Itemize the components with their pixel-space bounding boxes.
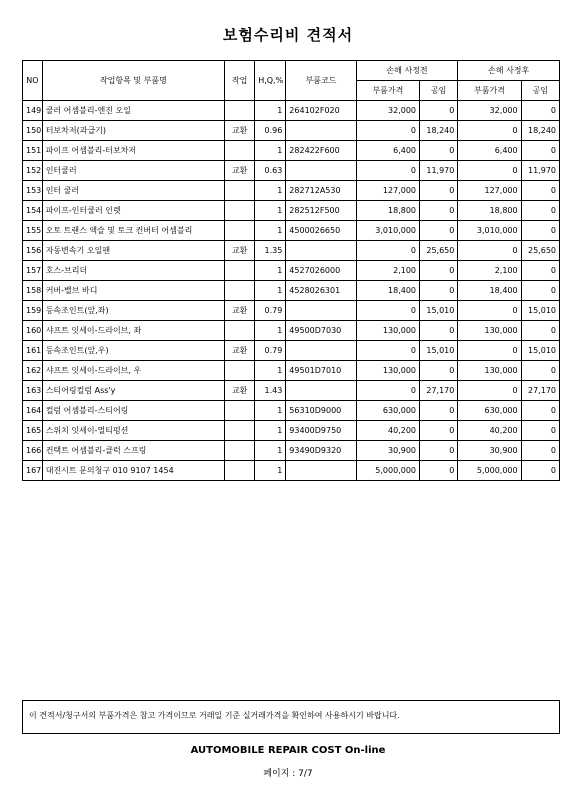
cell-work [225,181,255,201]
row-number: 159 [26,306,42,315]
table-row [23,201,560,221]
cell-before-price: 40,200 [356,421,419,441]
row-number: 152 [26,166,42,175]
cell-after-labor: 0 [521,461,559,481]
cell-hq: 1 [255,201,286,221]
row-number: 165 [26,426,42,435]
header-hq: H,Q,% [255,61,286,101]
cell-code [286,241,356,261]
cell-before-price: 5,000,000 [356,461,419,481]
cell-hq: 1.35 [255,241,286,261]
cell-no [23,421,43,441]
cell-no [23,281,43,301]
cell-no [23,441,43,461]
cell-after-price: 0 [458,161,521,181]
table-row [23,401,560,421]
cell-before-labor: 0 [420,101,458,121]
cell-hq: 1 [255,461,286,481]
cell-code: 264102F020 [286,101,356,121]
row-number: 151 [26,146,42,155]
cell-no [23,401,43,421]
table-row [23,301,560,321]
row-number: 154 [26,206,42,215]
cell-after-price: 0 [458,381,521,401]
row-number: 150 [26,126,42,135]
cell-after-price: 0 [458,301,521,321]
cell-item: 인터쿨러 [42,161,224,181]
cell-before-labor: 0 [420,141,458,161]
cell-hq: 1 [255,401,286,421]
cell-before-labor: 0 [420,441,458,461]
table-row [23,161,560,181]
cell-item: 대진시트 문의청구 010 9107 1454 [42,461,224,481]
cell-after-labor: 0 [521,361,559,381]
header-after-labor: 공임 [521,81,559,101]
table-row [23,441,560,461]
table-row [23,221,560,241]
cell-before-labor: 27,170 [420,381,458,401]
cell-work [225,401,255,421]
cell-code: 56310D9000 [286,401,356,421]
cell-hq: 0.63 [255,161,286,181]
cell-item: 파이프-인터쿨러 인렛 [42,201,224,221]
cell-no [23,341,43,361]
cell-code [286,341,356,361]
cell-work [225,421,255,441]
cell-before-labor: 0 [420,421,458,441]
cell-before-price: 130,000 [356,361,419,381]
cell-after-price: 0 [458,241,521,261]
cell-before-price: 30,900 [356,441,419,461]
cell-work: 교환 [225,161,255,181]
cell-after-labor: 0 [521,141,559,161]
footer-brand: AUTOMOBILE REPAIR COST On-line [190,745,386,756]
cell-before-labor: 25,650 [420,241,458,261]
row-number: 166 [26,446,42,455]
cell-before-labor: 0 [420,281,458,301]
header-no: NO [23,61,43,101]
cell-code: 282512F500 [286,201,356,221]
cell-work: 교환 [225,121,255,141]
cell-hq: 1 [255,181,286,201]
cell-before-labor: 15,010 [420,341,458,361]
cell-hq: 1.43 [255,381,286,401]
cell-no [23,321,43,341]
cell-item: 오토 트랜스 액슬 및 토크 컨버터 어셈블리 [42,221,224,241]
cell-no [23,261,43,281]
cell-code [286,121,356,141]
header-before-labor: 공임 [420,81,458,101]
cell-before-labor: 0 [420,401,458,421]
cell-work: 교환 [225,301,255,321]
cell-work [225,141,255,161]
cell-after-price: 0 [458,341,521,361]
cell-work [225,101,255,121]
cell-before-price: 3,010,000 [356,221,419,241]
header-code: 부품코드 [286,61,356,101]
cell-before-price: 0 [356,241,419,261]
row-number: 158 [26,286,42,295]
cell-no [23,121,43,141]
cell-before-price: 18,400 [356,281,419,301]
table-row [23,421,560,441]
page-number: 페이지 : 7/7 [263,769,313,779]
table-row [23,241,560,261]
row-number: 161 [26,346,42,355]
cell-after-labor: 18,240 [521,121,559,141]
cell-work [225,461,255,481]
cell-before-price: 130,000 [356,321,419,341]
cell-work [225,361,255,381]
table-row [23,341,560,361]
cell-after-price: 40,200 [458,421,521,441]
row-number: 156 [26,246,42,255]
cell-before-price: 0 [356,341,419,361]
cell-code: 49500D7030 [286,321,356,341]
cell-after-price: 6,400 [458,141,521,161]
cell-before-price: 2,100 [356,261,419,281]
cell-hq: 1 [255,141,286,161]
cell-after-price: 18,800 [458,201,521,221]
cell-before-labor: 0 [420,201,458,221]
header-before-price: 부품가격 [356,81,419,101]
cell-before-labor: 0 [420,221,458,241]
cell-after-labor: 25,650 [521,241,559,261]
cell-hq: 1 [255,221,286,241]
cell-item: 샤프트 잇세이-드라이브, 우 [42,361,224,381]
cell-item: 컬럼 어셈블리-스티어링 [42,401,224,421]
cell-after-price: 0 [458,121,521,141]
cell-no [23,221,43,241]
estimate-table [22,60,560,481]
cell-before-labor: 0 [420,261,458,281]
cell-before-labor: 15,010 [420,301,458,321]
cell-no [23,161,43,181]
header-after-price: 부품가격 [458,81,521,101]
cell-code [286,161,356,181]
cell-no [23,141,43,161]
cell-item: 등속조인트(앞,좌) [42,301,224,321]
row-number: 155 [26,226,42,235]
cell-before-price: 0 [356,381,419,401]
cell-after-price: 32,000 [458,101,521,121]
cell-item: 등속조인트(앞,우) [42,341,224,361]
cell-work [225,281,255,301]
cell-after-labor: 0 [521,321,559,341]
cell-after-labor: 0 [521,201,559,221]
cell-after-labor: 0 [521,221,559,241]
cell-before-price: 127,000 [356,181,419,201]
cell-before-labor: 0 [420,181,458,201]
cell-before-labor: 0 [420,361,458,381]
cell-no [23,381,43,401]
cell-after-labor: 27,170 [521,381,559,401]
cell-after-price: 30,900 [458,441,521,461]
cell-after-price: 18,400 [458,281,521,301]
cell-code: 4528026301 [286,281,356,301]
cell-after-price: 127,000 [458,181,521,201]
cell-code [286,381,356,401]
cell-code: 4527026000 [286,261,356,281]
cell-code: 93490D9320 [286,441,356,461]
cell-after-price: 2,100 [458,261,521,281]
cell-after-labor: 0 [521,401,559,421]
header-after: 손해 사정후 [458,61,560,81]
cell-after-labor: 11,970 [521,161,559,181]
cell-before-labor: 11,970 [420,161,458,181]
header-work: 작업 [225,61,255,101]
cell-work [225,221,255,241]
row-number: 149 [26,106,42,115]
cell-hq: 1 [255,261,286,281]
cell-before-price: 630,000 [356,401,419,421]
cell-after-labor: 0 [521,181,559,201]
cell-before-labor: 0 [420,461,458,481]
cell-before-price: 18,800 [356,201,419,221]
cell-no [23,361,43,381]
table-row [23,261,560,281]
header-item: 작업항목 및 부품명 [42,61,224,101]
cell-after-price: 630,000 [458,401,521,421]
cell-before-labor: 0 [420,321,458,341]
cell-item: 컨택트 어셈블리-클럭 스프링 [42,441,224,461]
estimate-rows [23,101,560,481]
cell-code: 282422F600 [286,141,356,161]
header-row [23,61,560,81]
disclaimer-note: 이 견적서/청구서의 부품가격은 참고 가격이므로 거래일 기준 실거래가격을 확인하여 사용하시기 바랍니다. [22,700,560,734]
cell-after-labor: 15,010 [521,301,559,321]
cell-item: 스위치 잇세이-멀티펑션 [42,421,224,441]
cell-hq: 1 [255,101,286,121]
table-row [23,101,560,121]
cell-hq: 0.79 [255,341,286,361]
table-row [23,321,560,341]
cell-hq: 1 [255,421,286,441]
table-row [23,461,560,481]
cell-after-labor: 0 [521,101,559,121]
header-before: 손해 사정전 [356,61,458,81]
cell-no [23,461,43,481]
cell-work: 교환 [225,241,255,261]
cell-item: 자동변속기 오일팬 [42,241,224,261]
cell-code: 282712A530 [286,181,356,201]
cell-work: 교환 [225,381,255,401]
cell-after-price: 130,000 [458,321,521,341]
cell-code: 93400D9750 [286,421,356,441]
cell-before-price: 32,000 [356,101,419,121]
table-row [23,141,560,161]
cell-after-price: 130,000 [458,361,521,381]
cell-item: 스티어링컬럼 Ass'y [42,381,224,401]
table-row [23,361,560,381]
cell-after-price: 5,000,000 [458,461,521,481]
cell-after-price: 3,010,000 [458,221,521,241]
row-number: 157 [26,266,42,275]
cell-code: 49501D7010 [286,361,356,381]
table-row [23,381,560,401]
cell-hq: 1 [255,441,286,461]
row-number: 160 [26,326,42,335]
cell-item: 파이프 어셈블리-터보차저 [42,141,224,161]
cell-item: 쿨러 어셈블리-엔진 오일 [42,101,224,121]
cell-no [23,201,43,221]
cell-code [286,301,356,321]
row-number: 153 [26,186,42,195]
cell-hq: 0.79 [255,301,286,321]
table-row [23,121,560,141]
cell-hq: 1 [255,281,286,301]
cell-item: 터보차저(과급기) [42,121,224,141]
cell-no [23,241,43,261]
table-row [23,281,560,301]
cell-code: 4500026650 [286,221,356,241]
cell-item: 호스-브리더 [42,261,224,281]
row-number: 163 [26,386,42,395]
cell-after-labor: 15,010 [521,341,559,361]
cell-after-labor: 0 [521,261,559,281]
cell-no [23,181,43,201]
cell-work [225,321,255,341]
cell-code [286,461,356,481]
cell-item: 샤프트 잇세이-드라이브, 좌 [42,321,224,341]
cell-hq: 1 [255,321,286,341]
cell-before-price: 0 [356,301,419,321]
cell-after-labor: 0 [521,441,559,461]
cell-before-price: 0 [356,121,419,141]
cell-after-labor: 0 [521,281,559,301]
cell-work: 교환 [225,341,255,361]
cell-no [23,301,43,321]
cell-item: 인터 쿨러 [42,181,224,201]
cell-work [225,261,255,281]
row-number: 164 [26,406,42,415]
cell-no [23,101,43,121]
cell-before-labor: 18,240 [420,121,458,141]
cell-after-labor: 0 [521,421,559,441]
document-title: 보험수리비 견적서 [222,26,354,44]
cell-item: 커버-밸브 바디 [42,281,224,301]
cell-work [225,201,255,221]
cell-work [225,441,255,461]
cell-hq: 1 [255,361,286,381]
cell-before-price: 6,400 [356,141,419,161]
row-number: 162 [26,366,42,375]
cell-hq: 0.96 [255,121,286,141]
cell-before-price: 0 [356,161,419,181]
row-number: 167 [26,466,42,475]
table-row [23,181,560,201]
